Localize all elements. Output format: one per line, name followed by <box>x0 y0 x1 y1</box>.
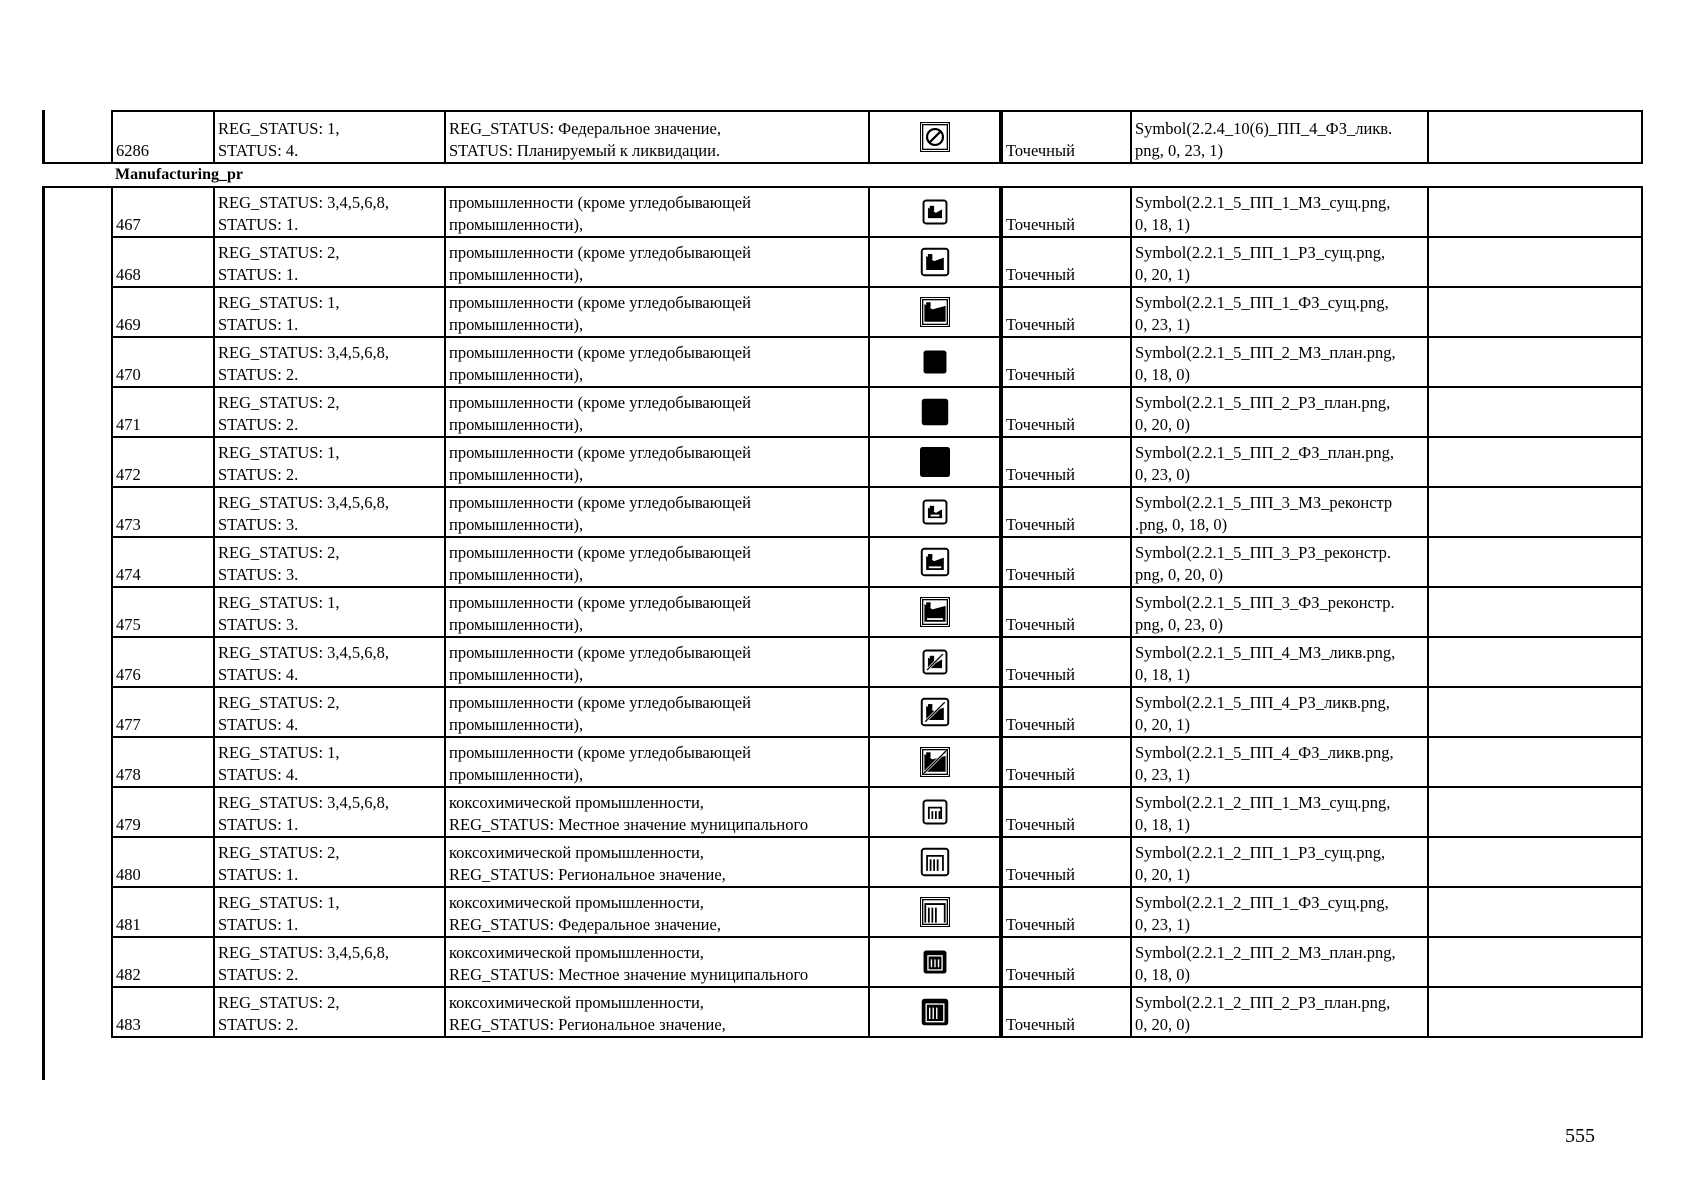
condition-cell <box>214 737 445 787</box>
symbol-preview-cell <box>869 387 1001 437</box>
cell-text-line: png, 0, 23, 1) <box>1135 141 1223 160</box>
cell-text-line: промышленности (кроме угледобывающей <box>449 743 751 762</box>
cell-text-line: STATUS: 1. <box>218 215 299 234</box>
description-cell <box>445 837 869 887</box>
industry-reconstruction-regional-icon <box>920 551 950 570</box>
symbol-preview-cell <box>869 437 1001 487</box>
cell-text-line: промышленности), <box>449 715 584 734</box>
condition-cell <box>214 837 445 887</box>
cell-text-line: REG_STATUS: 3,4,5,6,8, <box>218 643 390 662</box>
notes-cell <box>1428 437 1642 487</box>
description-cell <box>445 287 869 337</box>
cell-text-line: Symbol(2.2.1_5_ПП_2_РЗ_план.png, <box>1135 393 1391 412</box>
cell-text-line: коксохимической промышленности, <box>449 893 704 912</box>
cell-text-line: промышленности (кроме угледобывающей <box>449 193 751 212</box>
table-row <box>112 737 1642 787</box>
cell-text-line: 0, 20, 0) <box>1135 1015 1190 1034</box>
cell-text-line: промышленности), <box>449 315 584 334</box>
industry-reconstruction-local-icon <box>920 501 950 520</box>
description-cell <box>445 487 869 537</box>
description-cell <box>445 987 869 1037</box>
symbol-preview-cell <box>869 237 1001 287</box>
cell-text-line: REG_STATUS: 1, <box>218 119 340 138</box>
symbol-preview-cell <box>869 487 1001 537</box>
cell-text-line: коксохимической промышленности, <box>449 993 704 1012</box>
notes-cell <box>1428 687 1642 737</box>
cell-text-line: REG_STATUS: 2, <box>218 393 340 412</box>
table-row <box>112 637 1642 687</box>
cell-text-line: Symbol(2.2.1_5_ПП_4_ФЗ_ликв.png, <box>1135 743 1394 762</box>
margin-divider <box>42 162 112 164</box>
description-cell <box>445 537 869 587</box>
industry-planned-regional-icon <box>920 401 950 420</box>
cell-text-line: REG_STATUS: 1, <box>218 893 340 912</box>
cell-text-line: промышленности (кроме угледобывающей <box>449 443 751 462</box>
cell-text-line: Symbol(2.2.4_10(6)_ПП_4_ФЗ_ликв. <box>1135 119 1393 138</box>
table-row <box>112 237 1642 287</box>
symbol-preview-cell <box>869 937 1001 987</box>
condition-cell <box>214 437 445 487</box>
cell-text-line: png, 0, 23, 0) <box>1135 615 1223 634</box>
table-row <box>112 837 1642 887</box>
cell-text-line: промышленности (кроме угледобывающей <box>449 593 751 612</box>
description-cell <box>445 111 869 163</box>
cell-text-line: STATUS: 3. <box>218 615 299 634</box>
cell-text-line: Symbol(2.2.1_5_ПП_3_РЗ_реконстр. <box>1135 543 1392 562</box>
cell-text-line: STATUS: 2. <box>218 365 299 384</box>
cell-text-line: промышленности), <box>449 765 584 784</box>
object-id-cell: 477 <box>112 687 214 737</box>
symbol-definition-cell <box>1131 587 1428 637</box>
cell-text-line: REG_STATUS: Местное значение муниципального <box>449 965 809 984</box>
object-id-cell: 479 <box>112 787 214 837</box>
cell-text-line: промышленности), <box>449 565 584 584</box>
description-cell <box>445 887 869 937</box>
table-row <box>112 287 1642 337</box>
symbol-definition-cell <box>1131 187 1428 237</box>
cell-text-line: REG_STATUS: Федеральное значение, <box>449 915 721 934</box>
cell-text-line: STATUS: Планируемый к ликвидации. <box>449 141 721 160</box>
cell-text-line: 0, 20, 1) <box>1135 865 1190 884</box>
condition-cell <box>214 937 445 987</box>
notes-cell <box>1428 787 1642 837</box>
object-id-cell: 481 <box>112 887 214 937</box>
symbol-definition-cell <box>1131 637 1428 687</box>
cell-text-line: 0, 18, 1) <box>1135 665 1190 684</box>
cell-text-line: Symbol(2.2.1_5_ПП_4_РЗ_ликв.png, <box>1135 693 1390 712</box>
object-id-cell: 474 <box>112 537 214 587</box>
geometry-type-cell: Точечный <box>1001 587 1131 637</box>
cell-text-line: REG_STATUS: 3,4,5,6,8, <box>218 943 390 962</box>
cell-text-line: REG_STATUS: 1, <box>218 743 340 762</box>
coke-existing-federal-icon <box>920 901 950 920</box>
condition-cell <box>214 337 445 387</box>
symbol-definition-cell <box>1131 787 1428 837</box>
cell-text-line: STATUS: 2. <box>218 465 299 484</box>
symbol-table <box>111 110 1643 1038</box>
cell-text-line: STATUS: 2. <box>218 965 299 984</box>
object-id-cell: 476 <box>112 637 214 687</box>
object-id-cell: 468 <box>112 237 214 287</box>
coke-existing-regional-icon <box>920 851 950 870</box>
symbol-preview-cell <box>869 537 1001 587</box>
cell-text-line: промышленности), <box>449 415 584 434</box>
symbol-preview-cell <box>869 987 1001 1037</box>
table-row <box>112 587 1642 637</box>
condition-cell <box>214 187 445 237</box>
cell-text-line: STATUS: 1. <box>218 815 299 834</box>
section-title: Manufacturing_pr <box>112 163 1642 187</box>
cell-text-line: 0, 20, 1) <box>1135 265 1190 284</box>
cell-text-line: STATUS: 1. <box>218 265 299 284</box>
description-cell <box>445 937 869 987</box>
description-cell <box>445 637 869 687</box>
notes-cell <box>1428 737 1642 787</box>
industry-existing-local-icon <box>920 201 950 220</box>
cell-text-line: REG_STATUS: 2, <box>218 993 340 1012</box>
cell-text-line: REG_STATUS: 3,4,5,6,8, <box>218 193 390 212</box>
cell-text-line: промышленности (кроме угледобывающей <box>449 493 751 512</box>
notes-cell <box>1428 487 1642 537</box>
table-row <box>112 937 1642 987</box>
cell-text-line: STATUS: 2. <box>218 415 299 434</box>
table-row <box>112 487 1642 537</box>
object-id-cell: 470 <box>112 337 214 387</box>
left-margin-rule <box>42 110 45 163</box>
notes-cell <box>1428 987 1642 1037</box>
object-id-cell: 472 <box>112 437 214 487</box>
cell-text-line: STATUS: 1. <box>218 865 299 884</box>
cell-text-line: 0, 18, 1) <box>1135 215 1190 234</box>
cell-text-line: REG_STATUS: 3,4,5,6,8, <box>218 343 390 362</box>
liquidation-icon-federal <box>920 126 950 145</box>
cell-text-line: REG_STATUS: Региональное значение, <box>449 865 726 884</box>
symbol-definition-cell <box>1131 237 1428 287</box>
cell-text-line: Symbol(2.2.1_2_ПП_1_МЗ_сущ.png, <box>1135 793 1391 812</box>
cell-text-line: REG_STATUS: 2, <box>218 693 340 712</box>
cell-text-line: Symbol(2.2.1_2_ПП_2_РЗ_план.png, <box>1135 993 1391 1012</box>
cell-text-line: промышленности (кроме угледобывающей <box>449 543 751 562</box>
cell-text-line: STATUS: 1. <box>218 315 299 334</box>
cell-text-line: Symbol(2.2.1_5_ПП_1_ФЗ_сущ.png, <box>1135 293 1389 312</box>
geometry-type-cell: Точечный <box>1001 987 1131 1037</box>
condition-cell <box>214 487 445 537</box>
cell-text-line: 0, 18, 1) <box>1135 815 1190 834</box>
cell-text-line: промышленности), <box>449 515 584 534</box>
cell-text-line: промышленности), <box>449 665 584 684</box>
cell-text-line: 0, 23, 1) <box>1135 765 1190 784</box>
symbol-definition-cell <box>1131 337 1428 387</box>
symbol-preview-cell <box>869 337 1001 387</box>
object-id-cell: 475 <box>112 587 214 637</box>
description-cell <box>445 187 869 237</box>
symbol-definition-cell <box>1131 737 1428 787</box>
symbol-definition-cell <box>1131 111 1428 163</box>
geometry-type-cell: Точечный <box>1001 687 1131 737</box>
geometry-type-cell: Точечный <box>1001 837 1131 887</box>
cell-text-line: Symbol(2.2.1_5_ПП_1_РЗ_сущ.png, <box>1135 243 1386 262</box>
object-id-cell: 467 <box>112 187 214 237</box>
cell-text-line: промышленности (кроме угледобывающей <box>449 293 751 312</box>
cell-text-line: Symbol(2.2.1_2_ПП_1_ФЗ_сущ.png, <box>1135 893 1389 912</box>
symbol-definition-cell <box>1131 687 1428 737</box>
table-row <box>112 787 1642 837</box>
symbol-definition-cell <box>1131 287 1428 337</box>
cell-text-line: STATUS: 4. <box>218 765 299 784</box>
geometry-type-cell: Точечный <box>1001 937 1131 987</box>
condition-cell <box>214 287 445 337</box>
cell-text-line: Symbol(2.2.1_5_ПП_3_ФЗ_реконстр. <box>1135 593 1395 612</box>
geometry-type-cell: Точечный <box>1001 787 1131 837</box>
table-row <box>112 537 1642 587</box>
cell-text-line: STATUS: 3. <box>218 565 299 584</box>
cell-text-line: .png, 0, 18, 0) <box>1135 515 1228 534</box>
condition-cell <box>214 987 445 1037</box>
condition-cell <box>214 887 445 937</box>
cell-text-line: STATUS: 2. <box>218 1015 299 1034</box>
notes-cell <box>1428 637 1642 687</box>
notes-cell <box>1428 111 1642 163</box>
condition-cell <box>214 537 445 587</box>
table-row <box>112 187 1642 237</box>
cell-text-line: коксохимической промышленности, <box>449 843 704 862</box>
symbol-preview-cell <box>869 837 1001 887</box>
table-row <box>112 687 1642 737</box>
cell-text-line: коксохимической промышленности, <box>449 793 704 812</box>
industry-planned-local-icon <box>920 351 950 370</box>
cell-text-line: REG_STATUS: 3,4,5,6,8, <box>218 493 390 512</box>
notes-cell <box>1428 587 1642 637</box>
cell-text-line: промышленности), <box>449 465 584 484</box>
industry-existing-regional-icon <box>920 251 950 270</box>
cell-text-line: REG_STATUS: 1, <box>218 293 340 312</box>
cell-text-line: Symbol(2.2.1_5_ПП_1_МЗ_сущ.png, <box>1135 193 1391 212</box>
industry-existing-federal-icon <box>920 301 950 320</box>
table-row <box>112 987 1642 1037</box>
cell-text-line: STATUS: 4. <box>218 665 299 684</box>
cell-text-line: STATUS: 1. <box>218 915 299 934</box>
description-cell <box>445 237 869 287</box>
condition-cell <box>214 637 445 687</box>
geometry-type-cell: Точечный <box>1001 387 1131 437</box>
symbol-preview-cell <box>869 187 1001 237</box>
condition-cell <box>214 787 445 837</box>
cell-text-line: REG_STATUS: 3,4,5,6,8, <box>218 793 390 812</box>
object-id-cell: 469 <box>112 287 214 337</box>
description-cell <box>445 587 869 637</box>
cell-text-line: REG_STATUS: 2, <box>218 243 340 262</box>
symbol-definition-cell <box>1131 987 1428 1037</box>
coke-planned-local-icon <box>920 951 950 970</box>
cell-text-line: REG_STATUS: Местное значение муниципального <box>449 815 809 834</box>
coke-existing-local-icon <box>920 801 950 820</box>
geometry-type-cell: Точечный <box>1001 437 1131 487</box>
geometry-type-cell: Точечный <box>1001 287 1131 337</box>
cell-text-line: промышленности (кроме угледобывающей <box>449 243 751 262</box>
symbol-preview-cell <box>869 737 1001 787</box>
condition-cell <box>214 587 445 637</box>
cell-text-line: промышленности (кроме угледобывающей <box>449 343 751 362</box>
geometry-type-cell: Точечный <box>1001 187 1131 237</box>
symbol-preview-cell <box>869 887 1001 937</box>
page-number: 555 <box>1565 1125 1595 1147</box>
description-cell <box>445 337 869 387</box>
cell-text-line: REG_STATUS: Федеральное значение, <box>449 119 721 138</box>
geometry-type-cell: Точечный <box>1001 237 1131 287</box>
table-row <box>112 111 1642 163</box>
object-id-cell: 473 <box>112 487 214 537</box>
cell-text-line: 0, 23, 1) <box>1135 915 1190 934</box>
description-cell <box>445 737 869 787</box>
section-header-row <box>112 163 1642 187</box>
notes-cell <box>1428 237 1642 287</box>
cell-text-line: Symbol(2.2.1_5_ПП_2_ФЗ_план.png, <box>1135 443 1394 462</box>
object-id-cell: 480 <box>112 837 214 887</box>
symbol-preview-cell <box>869 287 1001 337</box>
object-id-cell: 471 <box>112 387 214 437</box>
notes-cell <box>1428 837 1642 887</box>
industry-liquidation-federal-icon <box>920 751 950 770</box>
geometry-type-cell: Точечный <box>1001 737 1131 787</box>
industry-reconstruction-federal-icon <box>920 601 950 620</box>
cell-text-line: STATUS: 4. <box>218 141 299 160</box>
cell-text-line: промышленности (кроме угледобывающей <box>449 393 751 412</box>
symbol-preview-cell <box>869 787 1001 837</box>
margin-divider <box>42 186 112 188</box>
cell-text-line: REG_STATUS: Региональное значение, <box>449 1015 726 1034</box>
cell-text-line: промышленности), <box>449 365 584 384</box>
condition-cell <box>214 237 445 287</box>
cell-text-line: 0, 18, 0) <box>1135 365 1190 384</box>
description-cell <box>445 387 869 437</box>
symbol-preview-cell <box>869 687 1001 737</box>
cell-text-line: Symbol(2.2.1_5_ПП_4_МЗ_ликв.png, <box>1135 643 1396 662</box>
condition-cell <box>214 387 445 437</box>
cell-text-line: Symbol(2.2.1_2_ПП_1_РЗ_сущ.png, <box>1135 843 1386 862</box>
cell-text-line: REG_STATUS: 2, <box>218 843 340 862</box>
cell-text-line: коксохимической промышленности, <box>449 943 704 962</box>
condition-cell <box>214 687 445 737</box>
geometry-type-cell: Точечный <box>1001 887 1131 937</box>
industry-liquidation-local-icon <box>920 651 950 670</box>
industry-liquidation-regional-icon <box>920 701 950 720</box>
cell-text-line: STATUS: 4. <box>218 715 299 734</box>
symbol-preview-cell <box>869 637 1001 687</box>
object-id-cell: 483 <box>112 987 214 1037</box>
symbol-preview-cell <box>869 111 1001 163</box>
object-id-cell: 478 <box>112 737 214 787</box>
table-row <box>112 387 1642 437</box>
notes-cell <box>1428 937 1642 987</box>
symbol-definition-cell <box>1131 487 1428 537</box>
geometry-type-cell: Точечный <box>1001 637 1131 687</box>
condition-cell <box>214 111 445 163</box>
left-margin-rule <box>42 187 45 1080</box>
notes-cell <box>1428 887 1642 937</box>
table-row <box>112 337 1642 387</box>
cell-text-line: промышленности), <box>449 215 584 234</box>
cell-text-line: 0, 20, 1) <box>1135 715 1190 734</box>
object-id-cell: 6286 <box>112 111 214 163</box>
geometry-type-cell: Точечный <box>1001 111 1131 163</box>
cell-text-line: 0, 23, 1) <box>1135 315 1190 334</box>
coke-planned-regional-icon <box>920 1001 950 1020</box>
cell-text-line: 0, 18, 0) <box>1135 965 1190 984</box>
geometry-type-cell: Точечный <box>1001 337 1131 387</box>
cell-text-line: Symbol(2.2.1_2_ПП_2_МЗ_план.png, <box>1135 943 1396 962</box>
cell-text-line: Symbol(2.2.1_5_ПП_3_МЗ_реконстр <box>1135 493 1393 512</box>
cell-text-line: REG_STATUS: 1, <box>218 593 340 612</box>
notes-cell <box>1428 337 1642 387</box>
table-row <box>112 887 1642 937</box>
cell-text-line: промышленности (кроме угледобывающей <box>449 643 751 662</box>
geometry-type-cell: Точечный <box>1001 487 1131 537</box>
cell-text-line: промышленности), <box>449 265 584 284</box>
notes-cell <box>1428 387 1642 437</box>
symbol-definition-cell <box>1131 437 1428 487</box>
cell-text-line: REG_STATUS: 2, <box>218 543 340 562</box>
geometry-type-cell: Точечный <box>1001 537 1131 587</box>
symbol-preview-cell <box>869 587 1001 637</box>
cell-text-line: Symbol(2.2.1_5_ПП_2_МЗ_план.png, <box>1135 343 1396 362</box>
industry-planned-federal-icon <box>920 451 950 470</box>
description-cell <box>445 687 869 737</box>
cell-text-line: промышленности), <box>449 615 584 634</box>
symbol-definition-cell <box>1131 937 1428 987</box>
cell-text-line: png, 0, 20, 0) <box>1135 565 1223 584</box>
table-row <box>112 437 1642 487</box>
object-id-cell: 482 <box>112 937 214 987</box>
symbol-definition-cell <box>1131 887 1428 937</box>
cell-text-line: 0, 20, 0) <box>1135 415 1190 434</box>
notes-cell <box>1428 187 1642 237</box>
symbol-definition-cell <box>1131 387 1428 437</box>
notes-cell <box>1428 537 1642 587</box>
cell-text-line: STATUS: 3. <box>218 515 299 534</box>
description-cell <box>445 787 869 837</box>
notes-cell <box>1428 287 1642 337</box>
symbol-definition-cell <box>1131 537 1428 587</box>
cell-text-line: 0, 23, 0) <box>1135 465 1190 484</box>
symbol-definition-cell <box>1131 837 1428 887</box>
cell-text-line: промышленности (кроме угледобывающей <box>449 693 751 712</box>
description-cell <box>445 437 869 487</box>
cell-text-line: REG_STATUS: 1, <box>218 443 340 462</box>
